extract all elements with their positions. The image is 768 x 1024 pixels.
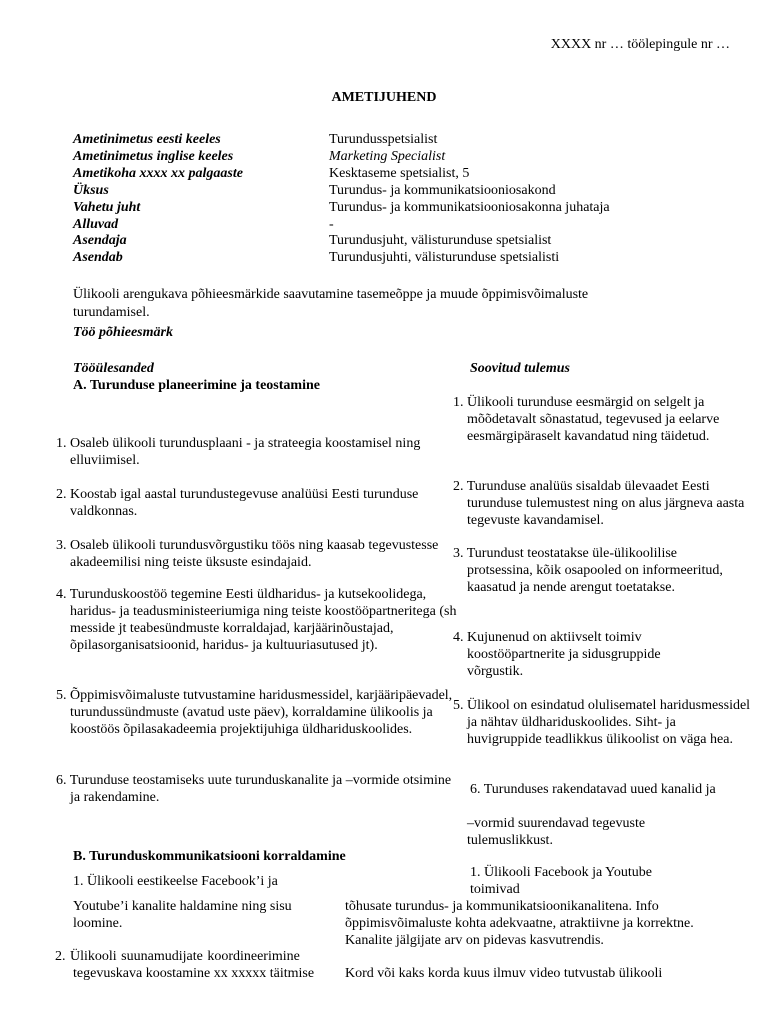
label-title-et: Ametinimetus eesti keeles (73, 132, 221, 147)
task-b1-line1: 1. Ülikooli eestikeelse Facebook’i ja (73, 874, 278, 889)
value-substitute: Turundusjuht, välisturunduse spetsialist (329, 233, 552, 248)
tasks-column-heading: Tööülesanded (73, 361, 154, 376)
result-a5: 5. Ülikool on esindatud olulisematel haridusmessidel ja nähtav üldhariduskoolides. Siht- ja huvigruppide teadlikkus ülikoolist on väga hea. (453, 698, 751, 747)
section-b-title: B. Turunduskommunikatsiooni korraldamine (73, 849, 346, 864)
value-manager: Turundus- ja kommunikatsiooniosakonna juhataja (329, 200, 610, 215)
result-a3: 3. Turundust teostatakse üle-ülikoolilise protsessina, kõik osapooled on informeeritud, kaasatud ja nende arengut toetatakse. (453, 546, 723, 595)
results-column-heading: Soovitud tulemus (470, 361, 570, 376)
task-b2-line1: 2. Ülikooli suunamudijate koordineerimine (55, 949, 300, 964)
task-a1: 1. Osaleb ülikooli turundusplaani - ja strateegia koostamisel ning elluviimisel. (56, 436, 421, 468)
task-a5: 5. Õppimisvõimaluste tutvustamine haridusmessidel, karjääripäevadel, turundussündmuste (avatud uste päev), korraldamine ülikoolis ja koostöös õpilasakadeemia projektijuhiga üldhariduskoolides. (56, 688, 453, 737)
result-a2: 2. Turunduse analüüs sisaldab ülevaadet Eesti turunduse tulemustest ning on alus järgneva aasta tegevuste kavandamisel. (453, 479, 745, 528)
result-b2-line1: Kord või kaks korda kuus ilmuv video tutvustab ülikooli (345, 966, 663, 981)
result-b1-line1: 1. Ülikooli Facebook ja Youtube toimivad (470, 865, 652, 897)
task-a2: 2. Koostab igal aastal turundustegevuse analüüsi Eesti turunduse valdkonnas. (56, 487, 419, 519)
task-a6: 6. Turunduse teostamiseks uute turunduskanalite ja –vormide otsimine ja rakendamine. (56, 773, 452, 805)
label-manager: Vahetu juht (73, 200, 141, 215)
result-a6-line2: –vormid suurendavad tegevuste tulemuslikkust. (467, 816, 646, 848)
section-a-title: A. Turunduse planeerimine ja teostamine (73, 378, 320, 393)
label-substitute: Asendaja (73, 233, 127, 248)
value-subordinates: - (329, 217, 334, 232)
document-title: AMETIJUHEND (331, 90, 437, 105)
result-a4: 4. Kujunenud on aktiivselt toimiv koostööpartnerite ja sidusgruppide võrgustik. (453, 630, 661, 679)
task-b1-line2: Youtube’i kanalite haldamine ning sisu loomine. (73, 899, 292, 931)
purpose-heading: Töö põhieesmärk (73, 325, 173, 340)
task-a3: 3. Osaleb ülikooli turundusvõrgustiku töös ning kaasab tegevustesse akadeemilisi ning teiste üksuste esindajaid. (56, 538, 439, 570)
label-subordinates: Alluvad (73, 217, 119, 232)
task-a4: 4. Turunduskoostöö tegemine Eesti üldharidus- ja kutsekoolidega, haridus- ja teadusministeeriumiga ning teiste koostööpartneritega (sh messide jt teabesündmuste korraldajad, karjäärinõustajad, õpilasorganisatsioonid, haridus- ja kultuuriasutused jt). (56, 587, 457, 653)
task-b2-line2: tegevuskava koostamine xx xxxxx täitmise (73, 966, 315, 981)
value-title-et: Turundusspetsialist (329, 132, 438, 147)
value-pay-grade: Kesktaseme spetsialist, 5 (329, 166, 470, 181)
label-substitutes-for: Asendab (73, 250, 123, 265)
value-substitutes-for: Turundusjuhti, välisturunduse spetsialisti (329, 250, 560, 265)
result-a6-line1: 6. Turunduses rakendatavad uued kanalid ja (470, 782, 716, 797)
result-a1: 1. Ülikooli turunduse eesmärgid on selgelt ja mõõdetavalt sõnastatud, tegevused ja eelarve eesmärgipäraselt kavandatud ning täidetud. (453, 395, 720, 444)
purpose-text: Ülikooli arengukava põhieesmärkide saavutamine tasemeõppe ja muude õppimisvõimaluste turundamisel. (73, 287, 589, 320)
label-title-en: Ametinimetus inglise keeles (73, 149, 234, 164)
label-pay-grade: Ametikoha xxxx xx palgaaste (73, 166, 243, 181)
value-unit: Turundus- ja kommunikatsiooniosakond (329, 183, 556, 198)
document-reference: XXXX nr … töölepingule nr … (550, 37, 730, 52)
label-unit: Üksus (73, 183, 109, 198)
value-title-en: Marketing Specialist (329, 149, 446, 164)
result-b1-line2: tõhusate turundus- ja kommunikatsioonikanalitena. Info õppimisvõimaluste kohta adekvaatne, atraktiivne ja korrektne. Kanalite jälgijate arv on pidevas kasvutrendis. (345, 899, 694, 948)
